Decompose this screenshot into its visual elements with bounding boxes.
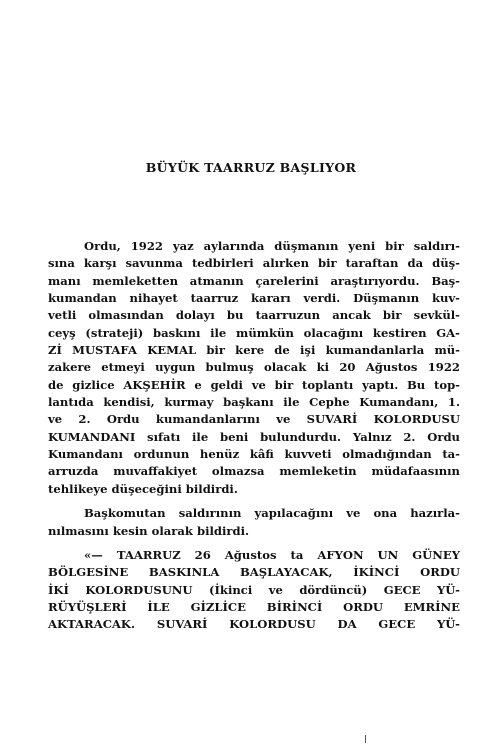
scan-mark — [365, 735, 366, 743]
text-line: manı memleketten atmanın çarelerini araştırıyordu. Baş- — [48, 273, 460, 288]
body-text — [48, 238, 460, 634]
text-line: BÖLGESİNE BASKINLA BAŞLAYACAK, İKİNCİ ORDU — [48, 565, 460, 580]
text-line: ve 2. Ordu kumandanlarını ve SUVARİ KOLORDUSU — [48, 412, 460, 427]
text-line: RÜYÜŞLERİ İLE GİZLİCE BİRİNCİ ORDU EMRİNE — [48, 599, 460, 614]
text-line: kumandan nihayet taarruz kararı verdi. Düşmanın kuv- — [48, 291, 460, 306]
page-title: BÜYÜK TAARRUZ BAŞLIYOR — [145, 160, 357, 175]
text-line: ceyş (strateji) baskını ile mümkün olacağını kestiren GA- — [48, 325, 460, 340]
text-line: de gizlice AKŞEHİR e geldi ve bir toplantı yaptı. Bu top- — [48, 377, 460, 392]
paragraph-1 — [48, 238, 460, 498]
text-line: Başkomutan saldırının yapılacağını ve ona hazırla- — [84, 506, 460, 521]
text-line: «— TAARRUZ 26 Ağustos ta AFYON UN GÜNEY — [84, 547, 460, 562]
text-line: arruzda muvaffakiyet olmazsa memleketin müdafaasının — [48, 464, 460, 479]
text-line: Zİ MUSTAFA KEMAL bir kere de işi kumandanlarla mü- — [48, 343, 460, 358]
text-line: KUMANDANI sıfatı ile beni bulundurdu. Yalnız 2. Ordu — [48, 429, 460, 444]
text-line: sına karşı savunma tedbirleri alırken bir taraftan da düş- — [48, 256, 460, 271]
text-line: tehlikeye düşeceğini bildirdi. — [48, 481, 238, 496]
text-line: Ordu, 1922 yaz aylarında düşmanın yeni bir saldırı- — [84, 239, 460, 253]
paragraph-2 — [48, 505, 460, 540]
text-line: lantıda kendisi, kurmay başkanı ile Cephe Kumandanı, 1. — [48, 395, 460, 410]
paragraph-3 — [48, 547, 460, 634]
text-line: vetli olmasından dolayı bu taarruzun ancak bir sevkül- — [48, 308, 460, 323]
text-line: zakere etmeyi uygun bulmuş olacak ki 20 Ağustos 1922 — [48, 360, 460, 375]
text-line: Kumandanı ordunun henüz kâfi kuvveti olmadığından ta- — [48, 447, 460, 462]
text-line: nılmasını kesin olarak bildirdi. — [48, 523, 250, 538]
text-line: AKTARACAK. SUVARİ KOLORDUSU DA GECE YÜ- — [48, 617, 460, 632]
text-line: İKİ KOLORDUSUNU (İkinci ve dördüncü) GECE YÜ- — [48, 582, 460, 597]
